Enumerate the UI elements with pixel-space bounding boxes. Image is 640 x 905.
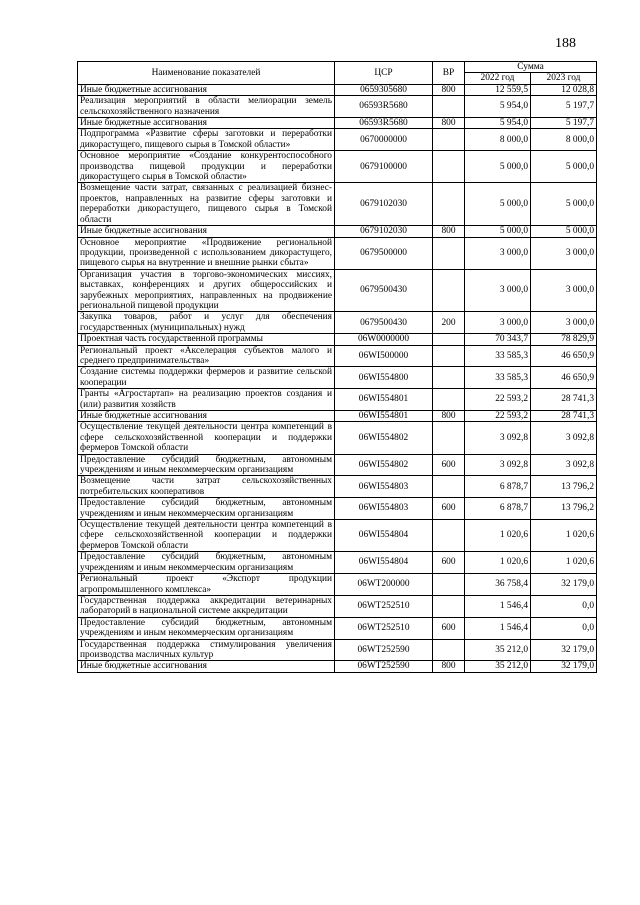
row-sum-2023: 0,0 [531, 617, 597, 639]
row-name: Предоставление субсидий бюджетным, автономным учреждениям и иным некоммерческим организациям [78, 498, 335, 520]
row-sum-2022: 5 000,0 [465, 151, 531, 183]
row-csr: 0679500000 [335, 237, 433, 269]
row-csr: 06WI500000 [335, 345, 433, 367]
row-csr: 0679100000 [335, 151, 433, 183]
table-row [78, 595, 597, 617]
row-vr [433, 367, 465, 389]
row-csr: 06WI554804 [335, 552, 433, 574]
row-sum-2023: 5 197,7 [531, 118, 597, 129]
row-csr: 06WI554803 [335, 498, 433, 520]
row-name: Создание системы поддержки фермеров и развитие сельской кооперации [78, 367, 335, 389]
row-name: Организация участия в торгово-экономических миссиях, выставках, конференциях и других общероссийских и зарубежных мероприятиях, направленных на продвижение региональной пищевой продукции [78, 269, 335, 312]
row-sum-2023: 78 829,9 [531, 334, 597, 345]
row-sum-2023: 32 179,0 [531, 639, 597, 661]
row-vr [433, 639, 465, 661]
row-name: Иные бюджетные ассигнования [78, 84, 335, 95]
row-name: Основное мероприятие «Продвижение региональной продукции, произведенной с использованием дикорастущего, пищевого сырья на внутренние и внешние рынки сбыта» [78, 237, 335, 269]
header-name: Наименование показателей [78, 62, 335, 85]
row-csr: 06WI554802 [335, 422, 433, 454]
row-sum-2022: 6 878,7 [465, 498, 531, 520]
row-csr: 06WI554803 [335, 476, 433, 498]
row-name: Предоставление субсидий бюджетным, автономным учреждениям и иным некоммерческим организациям [78, 454, 335, 476]
row-sum-2022: 5 954,0 [465, 96, 531, 118]
row-csr: 06593R5680 [335, 96, 433, 118]
row-vr: 600 [433, 454, 465, 476]
row-csr: 06WI554801 [335, 389, 433, 411]
row-csr: 06W0000000 [335, 334, 433, 345]
row-vr [433, 345, 465, 367]
row-name: Государственная поддержка стимулирования увеличения производства масличных культур [78, 639, 335, 661]
row-vr [433, 129, 465, 151]
row-name: Основное мероприятие «Создание конкурентоспособного производства пищевой продукции и переработки дикорастущего сырья в Томской области» [78, 151, 335, 183]
row-sum-2023: 5 000,0 [531, 183, 597, 226]
page-number: 188 [555, 36, 576, 51]
row-sum-2023: 8 000,0 [531, 129, 597, 151]
row-name: Реализация мероприятий в области мелиорации земель сельскохозяйственного назначения [78, 96, 335, 118]
row-sum-2022: 33 585,3 [465, 345, 531, 367]
row-sum-2023: 3 000,0 [531, 237, 597, 269]
row-sum-2023: 1 020,6 [531, 552, 597, 574]
row-sum-2022: 3 092,8 [465, 454, 531, 476]
table-row [78, 476, 597, 498]
row-vr [433, 334, 465, 345]
row-sum-2022: 3 000,0 [465, 269, 531, 312]
row-sum-2023: 0,0 [531, 595, 597, 617]
row-csr: 06WT252590 [335, 639, 433, 661]
row-vr: 800 [433, 84, 465, 95]
row-vr: 800 [433, 661, 465, 672]
row-vr [433, 595, 465, 617]
row-csr: 06WI554801 [335, 411, 433, 422]
row-csr: 06WT252590 [335, 661, 433, 672]
table-row [78, 520, 597, 552]
row-sum-2023: 13 796,2 [531, 498, 597, 520]
row-name: Иные бюджетные ассигнования [78, 118, 335, 129]
row-name: Иные бюджетные ассигнования [78, 226, 335, 237]
header-year-2023: 2023 год [531, 73, 597, 84]
row-csr: 0679500430 [335, 269, 433, 312]
row-sum-2023: 13 796,2 [531, 476, 597, 498]
header-vr: ВР [433, 62, 465, 85]
row-sum-2023: 3 092,8 [531, 454, 597, 476]
row-sum-2023: 32 179,0 [531, 574, 597, 596]
row-name: Возмещение части затрат сельскохозяйственных потребительских кооперативов [78, 476, 335, 498]
row-vr [433, 237, 465, 269]
row-csr: 0679500430 [335, 312, 433, 334]
row-sum-2022: 3 000,0 [465, 237, 531, 269]
row-sum-2023: 1 020,6 [531, 520, 597, 552]
row-vr: 600 [433, 552, 465, 574]
row-sum-2023: 46 650,9 [531, 367, 597, 389]
row-name: Иные бюджетные ассигнования [78, 661, 335, 672]
row-name: Предоставление субсидий бюджетным, автономным учреждениям и иным некоммерческим организациям [78, 617, 335, 639]
table-row [78, 411, 597, 422]
row-vr [433, 476, 465, 498]
table-row [78, 345, 597, 367]
row-vr: 800 [433, 411, 465, 422]
row-csr: 0659305680 [335, 84, 433, 95]
row-csr: 06WT252510 [335, 595, 433, 617]
row-name: Региональный проект «Акселерация субъектов малого и среднего предпринимательства» [78, 345, 335, 367]
row-name: Возмещение части затрат, связанных с реализацией бизнес-проектов, направленных на развитие сферы заготовки и переработки дикорастущего, пищевого сырья в Томской области [78, 183, 335, 226]
row-sum-2023: 5 197,7 [531, 96, 597, 118]
row-name: Осуществление текущей деятельности центра компетенций в сфере сельскохозяйственной кооперации и поддержки фермеров Томской области [78, 520, 335, 552]
row-vr: 800 [433, 118, 465, 129]
row-vr [433, 520, 465, 552]
row-vr [433, 183, 465, 226]
row-csr: 0670000000 [335, 129, 433, 151]
table-body [78, 84, 597, 672]
table-row [78, 84, 597, 95]
row-sum-2022: 22 593,2 [465, 389, 531, 411]
row-sum-2023: 28 741,3 [531, 389, 597, 411]
table-row [78, 118, 597, 129]
header-sum: Сумма [465, 62, 597, 73]
table-row [78, 334, 597, 345]
row-sum-2022: 5 000,0 [465, 183, 531, 226]
row-sum-2022: 1 546,4 [465, 595, 531, 617]
row-sum-2022: 3 092,8 [465, 422, 531, 454]
row-vr: 600 [433, 498, 465, 520]
table-row [78, 237, 597, 269]
table-row [78, 129, 597, 151]
row-name: Иные бюджетные ассигнования [78, 411, 335, 422]
header-csr: ЦСР [335, 62, 433, 85]
row-vr [433, 422, 465, 454]
row-csr: 06593R5680 [335, 118, 433, 129]
row-sum-2022: 35 212,0 [465, 661, 531, 672]
row-vr [433, 96, 465, 118]
row-csr: 06WI554800 [335, 367, 433, 389]
row-csr: 0679102030 [335, 183, 433, 226]
row-sum-2022: 3 000,0 [465, 312, 531, 334]
row-sum-2023: 28 741,3 [531, 411, 597, 422]
table-row [78, 639, 597, 661]
table-row [78, 574, 597, 596]
row-name: Региональный проект «Экспорт продукции агропромышленного комплекса» [78, 574, 335, 596]
row-name: Подпрограмма «Развитие сферы заготовки и переработки дикорастущего, пищевого сырья в Томской области» [78, 129, 335, 151]
row-sum-2022: 1 020,6 [465, 520, 531, 552]
row-sum-2023: 3 000,0 [531, 312, 597, 334]
row-sum-2023: 3 092,8 [531, 422, 597, 454]
row-name: Государственная поддержка аккредитации ветеринарных лабораторий в национальной системе аккредитации [78, 595, 335, 617]
table-row [78, 389, 597, 411]
table-row [78, 183, 597, 226]
row-vr [433, 574, 465, 596]
row-sum-2023: 32 179,0 [531, 661, 597, 672]
row-sum-2023: 46 650,9 [531, 345, 597, 367]
table-row [78, 151, 597, 183]
table-row [78, 312, 597, 334]
row-sum-2023: 12 028,8 [531, 84, 597, 95]
table-row [78, 498, 597, 520]
table-row [78, 617, 597, 639]
row-sum-2023: 5 000,0 [531, 151, 597, 183]
table-row [78, 661, 597, 672]
table-row [78, 422, 597, 454]
table-row [78, 552, 597, 574]
row-sum-2023: 3 000,0 [531, 269, 597, 312]
row-vr [433, 269, 465, 312]
row-sum-2022: 70 343,7 [465, 334, 531, 345]
header-year-2022: 2022 год [465, 73, 531, 84]
row-vr [433, 389, 465, 411]
row-sum-2022: 1 546,4 [465, 617, 531, 639]
row-csr: 06WI554802 [335, 454, 433, 476]
row-sum-2022: 5 954,0 [465, 118, 531, 129]
table-row [78, 226, 597, 237]
table-row [78, 454, 597, 476]
row-csr: 0679102030 [335, 226, 433, 237]
table-row [78, 96, 597, 118]
row-name: Проектная часть государственной программы [78, 334, 335, 345]
row-sum-2022: 33 585,3 [465, 367, 531, 389]
row-sum-2023: 5 000,0 [531, 226, 597, 237]
row-vr: 200 [433, 312, 465, 334]
row-sum-2022: 35 212,0 [465, 639, 531, 661]
row-sum-2022: 12 559,5 [465, 84, 531, 95]
row-name: Предоставление субсидий бюджетным, автономным учреждениям и иным некоммерческим организациям [78, 552, 335, 574]
budget-table [77, 61, 597, 673]
row-csr: 06WT252510 [335, 617, 433, 639]
row-sum-2022: 5 000,0 [465, 226, 531, 237]
row-csr: 06WT200000 [335, 574, 433, 596]
table-row [78, 367, 597, 389]
row-vr: 800 [433, 226, 465, 237]
row-sum-2022: 1 020,6 [465, 552, 531, 574]
row-sum-2022: 6 878,7 [465, 476, 531, 498]
row-name: Осуществление текущей деятельности центра компетенций в сфере сельскохозяйственной кооперации и поддержки фермеров Томской области [78, 422, 335, 454]
row-vr: 600 [433, 617, 465, 639]
row-vr [433, 151, 465, 183]
row-sum-2022: 22 593,2 [465, 411, 531, 422]
row-name: Закупка товаров, работ и услуг для обеспечения государственных (муниципальных) нужд [78, 312, 335, 334]
row-sum-2022: 8 000,0 [465, 129, 531, 151]
row-name: Гранты «Агростартап» на реализацию проектов создания и (или) развития хозяйств [78, 389, 335, 411]
table-row [78, 269, 597, 312]
row-csr: 06WI554804 [335, 520, 433, 552]
row-sum-2022: 36 758,4 [465, 574, 531, 596]
